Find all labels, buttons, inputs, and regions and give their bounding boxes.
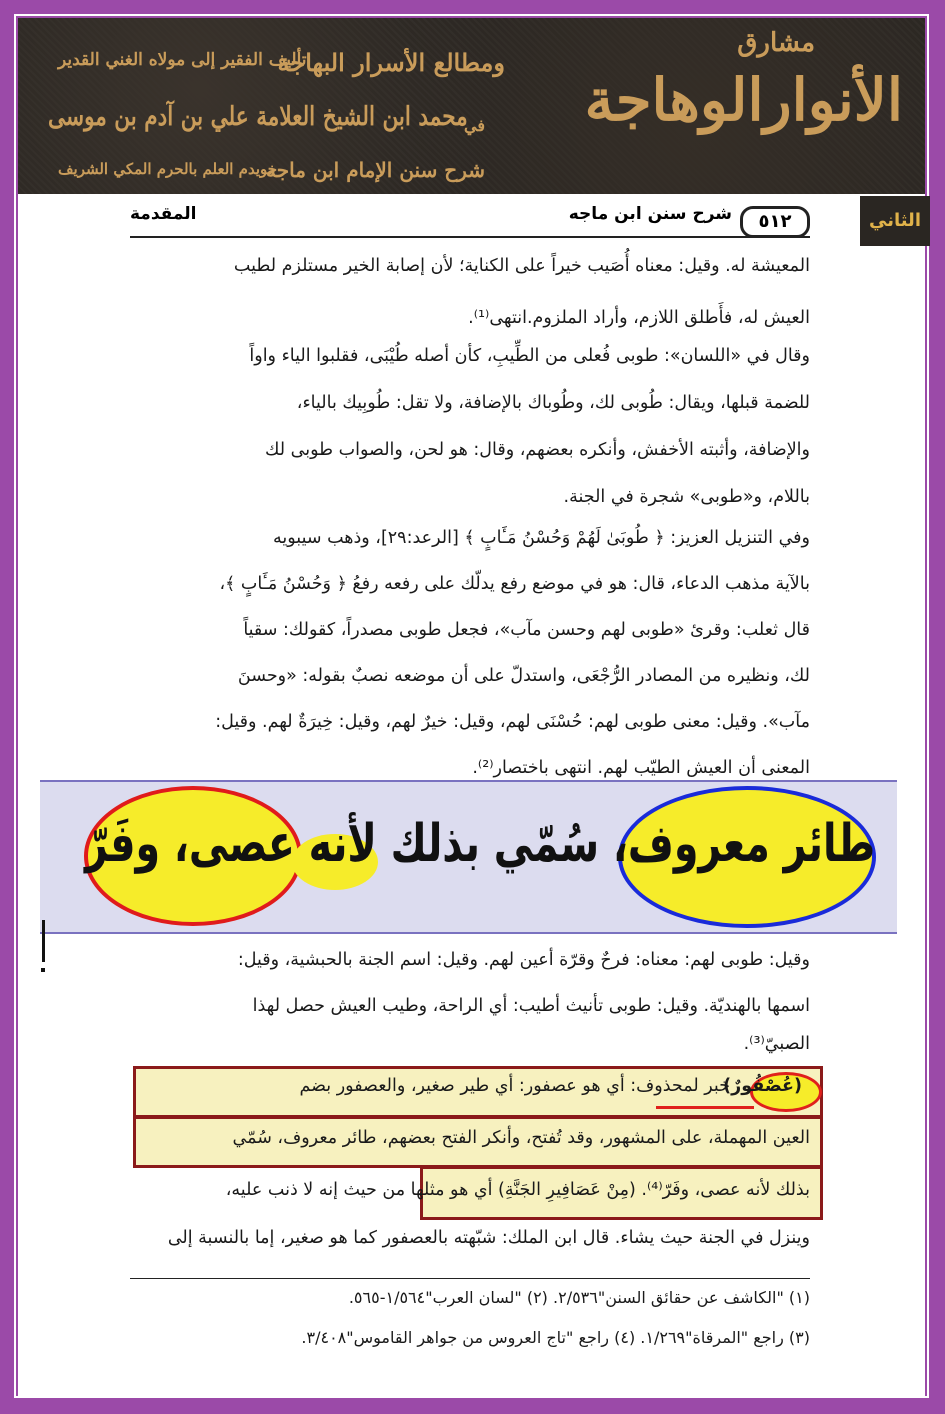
running-header [130, 198, 810, 236]
margin-mark [42, 920, 45, 962]
text-line: العين المهملة، على المشهور، وقد تُفتح، وأنكر الفتح بعضهم، طائر معروف، سُمّي [232, 1128, 810, 1148]
header-rule [130, 236, 810, 238]
term-heading: (عُصْفُورٌ) [723, 1076, 802, 1096]
text-line: المعيشة له. وقيل: معناه أُصَيب خيراً على الكناية؛ لأن إصابة الخير مستلزم لطيب [233, 256, 810, 276]
text-line: قال ثعلب: وقرئ «طوبى لهم وحسن مآب»، فجعل طوبى مصدراً، كقولك: سقياً [243, 620, 810, 640]
text-line: وقال في «اللسان»: طوبى فُعلى من الطِّيبِ، كأن أصله طُيْبَى، فقلبوا الياء واواً [249, 346, 810, 366]
footnote-line: (١) "الكاشف عن حقائق السنن"٢/٥٣٦. (٢) "لسان العرب"١/٥٦٤-٥٦٥. [348, 1288, 810, 1307]
banner-subtitle-sharh: شرح سنن الإمام ابن ماجه [266, 158, 485, 182]
text-line: مآب». وقيل: معنى طوبى لهم: حُسْنَى لهم، وقيل: خيرٌ لهم، وقيل: خِيرَةٌ لهم. وقيل: [215, 712, 810, 732]
text-line: المعنى أن العيش الطيّب لهم. انتهى باختصار⁽²⁾. [472, 758, 810, 778]
text-line: باللام، و«طوبى» شجرة في الجنة. [563, 487, 810, 507]
volume-tab: الثاني [860, 196, 930, 246]
text-line: للضمة قبلها، ويقال: طُوبى لك، وطُوباك بالإضافة، ولا تقل: طُوبِيك بالياء، [296, 393, 810, 413]
text-line: لك، ونظيره من المصادر الرُّجْعَى، واستدلّ على أن موضعه نصبٌ بقوله: «وحسنَ [237, 666, 810, 686]
text-line: بذلك لأنه عصى، وفَرّ⁽⁴⁾. (مِنْ عَصَافِيرِ الجَنَّةِ) أي هو مثلها من حيث إنه لا ذنب عليه، [225, 1180, 810, 1200]
text-line: العيش له، فأَطلق اللازم، وأراد الملزوم.انتهى⁽¹⁾. [468, 308, 810, 328]
callout-text: طائر معروف، سُمّي بذلك لأنه عصى، وفَرّ [84, 814, 875, 874]
page-number: ٥١٢ [740, 206, 810, 238]
text-line: الصبيّ⁽³⁾. [743, 1034, 810, 1054]
banner-subtitle: ومطالع الأسرار البهاجة [277, 48, 505, 77]
book-title: شرح سنن ابن ماجه [568, 204, 732, 224]
banner-author-line1: تأليف الفقير إلى مولاه الغني القدير [58, 50, 307, 70]
section-title: المقدمة [130, 204, 197, 224]
footnote-rule [130, 1278, 810, 1279]
text-line: والإضافة، وأثبته الأخفش، وأنكره بعضهم، وقال: هو لحن، والصواب طوبى لك [265, 440, 810, 460]
banner-title-top: مشارق [737, 28, 815, 58]
text-line: بالآية مذهب الدعاء، قال: هو في موضع رفع يدلّك على رفعه رفعُ ﴿ وَحُسْنُ مَـَٔابٍ ﴾، [219, 574, 810, 594]
banner-subtitle-fi: في [464, 116, 485, 135]
book-cover-banner [18, 18, 925, 194]
text-line: وينزل في الجنة حيث يشاء. قال ابن الملك: شبّهته بالعصفور كما هو صغير، إما بالنسبة إلى [167, 1228, 810, 1248]
footnote-line: (٣) راجع "المرقاة"١/٢٦٩. (٤) راجع "تاج العروس من جواهر القاموس"٣/٤٠٨. [301, 1328, 810, 1347]
banner-author-line2: محمد ابن الشيخ العلامة علي بن آدم بن موسى [48, 102, 468, 132]
banner-title-main: الأنوارالوهاجة [584, 66, 903, 134]
banner-author-line3: خويدم العلم بالحرم المكي الشريف [58, 160, 278, 178]
text-line: خبر لمحذوف: أي هو عصفور: أي طير صغير، والعصفور بضم [299, 1076, 730, 1096]
text-line: اسمها بالهنديّة. وقيل: طوبى تأنيث أطيب: أي الراحة، وطيب العيش حصل لهذا [252, 996, 810, 1016]
margin-dot [41, 968, 45, 972]
text-line: وقيل: طوبى لهم: معناه: فرحٌ وقرّة أعين لهم. وقيل: اسم الجنة بالحبشية، وقيل: [237, 950, 810, 970]
red-underline [656, 1106, 754, 1109]
text-line: وفي التنزيل العزيز: ﴿ طُوبَىٰ لَهُمْ وَحُسْنُ مَـَٔابٍ ﴾ [الرعد:٢٩]، وذهب سيبويه [273, 528, 810, 548]
